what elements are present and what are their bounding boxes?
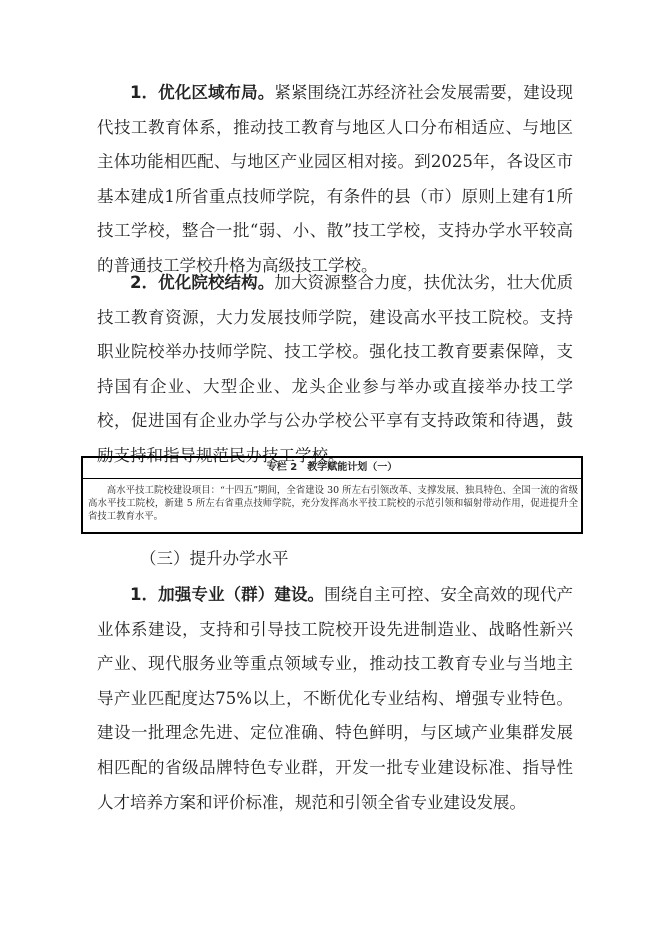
paragraph-lead: 2．优化院校结构。	[130, 273, 275, 292]
sidebar-box	[81, 456, 583, 534]
paragraph-lead: 1．加强专业（群）建设。	[130, 585, 325, 604]
paragraph-strengthen-majors	[97, 578, 573, 820]
paragraph-lead: 1．优化区域布局。	[130, 83, 275, 102]
paragraph-body: 围绕自主可控、安全高效的现代产业体系建设，支持和引导技工院校开设先进制造业、战略性新兴产业、现代服务业等重点领域专业，推动技工教育专业与当地主导产业匹配度达75%以上，不断优化专业结构、增强专业特色。建设一批理念先进、定位准确、特色鲜明，与区域产业集群发展相匹配的省级品牌特色专业群，开发一批专业建设标准、指导性人才培养方案和评价标准，规范和引领全省专业建设发展。	[97, 585, 574, 812]
sidebar-box-body: 高水平技工院校建设项目：“十四五”期间，全省建设 30 所左右引领改革、支撑发展、独具特色、全国一流的省级高水平技工院校，新建 5 所左右省重点技师学院，充分发挥高水平技工院校的示范引领和辐射带动作用，促进提升全省技工教育水平。	[88, 485, 578, 522]
section-heading: （三）提升办学水平	[140, 549, 289, 568]
paragraph-body: 加大资源整合力度，扶优汰劣，壮大优质技工教育资源，大力发展技师学院，建设高水平技工院校。支持职业院校举办技师学院、技工学校。强化技工教育要素保障，支持国有企业、大型企业、龙头企业参与举办或直接举办技工学校，促进国有企业办学与公办学校公平享有支持政策和待遇，鼓励支持和指导规范民办技工学校。	[97, 273, 574, 465]
paragraph-body: 紧紧围绕江苏经济社会发展需要，建设现代技工教育体系，推动技工教育与地区人口分布相适应、与地区主体功能相匹配、与地区产业园区相对接。到2025年，各设区市基本建成1所省重点技师学院，有条件的县（市）原则上建有1所技工学校，整合一批“弱、小、散”技工学校，支持办学水平较高的普通技工学校升格为高级技工学校。	[97, 83, 574, 275]
sidebar-box-title: 专栏 2 教学赋能计划（一）	[83, 458, 581, 479]
paragraph-optimize-regional-layout	[97, 76, 573, 284]
paragraph-optimize-school-structure	[97, 266, 573, 474]
